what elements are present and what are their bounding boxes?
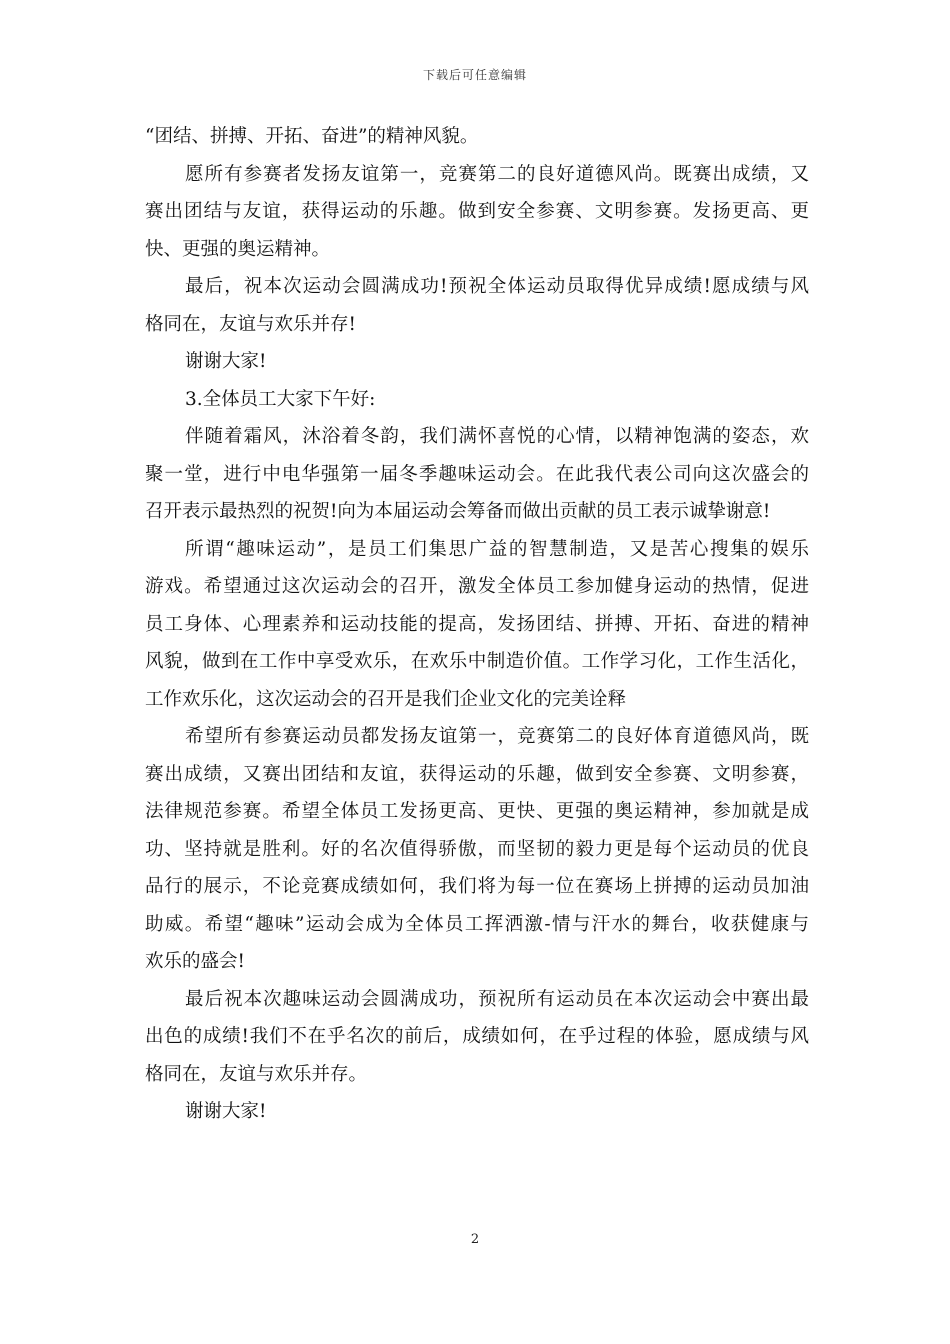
text-line: 助威。希望“趣味”运动会成为全体员工挥洒激-情与汗水的舞台，收获健康与: [145, 913, 809, 935]
text-line: 工作欢乐化，这次运动会的召开是我们企业文化的完美诠释: [145, 688, 627, 710]
text-line: 谢谢大家!: [185, 1101, 267, 1122]
page-number: 2: [470, 1232, 480, 1247]
text-line: 欢乐的盛会!: [145, 951, 245, 972]
text-line: 赛出成绩，又赛出团结和友谊，获得运动的乐趣，做到安全参赛、文明参赛，: [145, 763, 809, 785]
section-heading: 3.全体员工大家下午好:: [185, 388, 376, 410]
text-line: 聚一堂，进行中电华强第一届冬季趣味运动会。在此我代表公司向这次盛会的: [145, 463, 809, 485]
text-line: “团结、拼搏、开拓、奋进”的精神风貌。: [145, 126, 479, 147]
text-line: 谢谢大家!: [185, 351, 267, 372]
text-line: 员工身体、心理素养和运动技能的提高，发扬团结、拼搏、开拓、奋进的精神: [145, 613, 809, 635]
text-line: 伴随着霜风，沐浴着冬韵，我们满怀喜悦的心情，以精神饱满的姿态，欢: [185, 426, 809, 447]
text-line: 功、坚持就是胜利。好的名次值得骄傲，而坚韧的毅力更是每个运动员的优良: [145, 838, 809, 860]
text-line: 希望所有参赛运动员都发扬友谊第一，竞赛第二的良好体育道德风尚，既: [185, 726, 809, 747]
text-line: 出色的成绩!我们不在乎名次的前后，成绩如何，在乎过程的体验，愿成绩与风: [145, 1026, 809, 1047]
text-line: 格同在，友谊与欢乐并存!: [145, 313, 356, 335]
text-line: 愿所有参赛者发扬友谊第一，竞赛第二的良好道德风尚。既赛出成绩，又: [185, 163, 809, 185]
text-line: 所谓“趣味运动”，是员工们集思广益的智慧制造，又是苦心搜集的娱乐: [185, 538, 809, 560]
text-line: 风貌，做到在工作中享受欢乐，在欢乐中制造价值。工作学习化，工作生活化，: [145, 651, 809, 672]
text-line: 品行的展示，不论竞赛成绩如何，我们将为每一位在赛场上拼搏的运动员加油: [145, 876, 809, 897]
text-line: 最后，祝本次运动会圆满成功!预祝全体运动员取得优异成绩!愿成绩与风: [185, 276, 809, 297]
text-line: 快、更强的奥运精神。: [145, 238, 331, 260]
text-line: 游戏。希望通过这次运动会的召开，激发全体员工参加健身运动的热情，促进: [145, 576, 809, 597]
document-body: [145, 118, 809, 1131]
text-line: 格同在，友谊与欢乐并存。: [145, 1063, 368, 1085]
text-line: 法律规范参赛。希望全体员工发扬更高、更快、更强的奥运精神，参加就是成: [145, 801, 809, 822]
text-line: 赛出团结与友谊，获得运动的乐趣。做到安全参赛、文明参赛。发扬更高、更: [145, 201, 809, 222]
page-header: 下载后可任意编辑: [422, 68, 527, 82]
text-line: 召开表示最热烈的祝贺!向为本届运动会筹备而做出贡献的员工表示诚挚谢意!: [145, 501, 771, 522]
text-line: 最后祝本次趣味运动会圆满成功，预祝所有运动员在本次运动会中赛出最: [185, 988, 809, 1010]
